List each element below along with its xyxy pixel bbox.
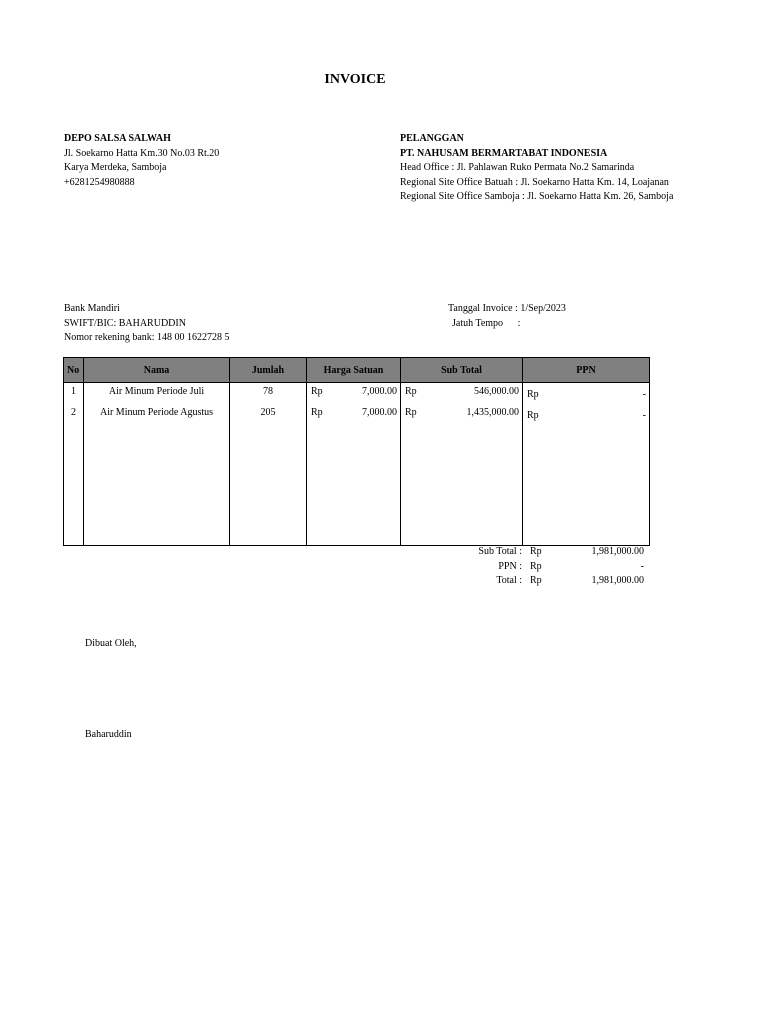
row-jumlah: 78	[263, 386, 273, 397]
row-ppn-currency: Rp	[527, 389, 539, 400]
row-ppn-currency: Rp	[527, 409, 539, 421]
customer-heading: PELANGGAN	[400, 133, 464, 144]
row-subtotal: 1,435,000.00	[466, 406, 519, 418]
total-value: 1,981,000.00	[591, 575, 644, 586]
customer-name: PT. NAHUSAM BERMARTABAT INDONESIA	[400, 147, 608, 159]
bank-block	[64, 302, 230, 346]
row-ppn: -	[642, 409, 646, 421]
ppn-currency: Rp	[530, 560, 542, 572]
header-no: No	[64, 358, 84, 383]
seller-address-line-1: Jl. Soekarno Hatta Km.30 No.03 Rt.20	[64, 147, 220, 159]
sub-total-label: Sub Total :	[478, 546, 522, 557]
row-no: 2	[71, 406, 76, 418]
row-harga-currency: Rp	[311, 386, 323, 397]
sub-total-row	[420, 545, 650, 560]
ppn-value: -	[640, 560, 644, 572]
customer-site-samboja: Regional Site Office Samboja : Jl. Soekarno Hatta Km. 26, Samboja	[400, 191, 674, 202]
header-harga-satuan: Harga Satuan	[307, 358, 401, 383]
row-nama: Air Minum Periode Juli	[108, 386, 205, 397]
row-no: 1	[71, 386, 76, 397]
header-ppn: PPN	[523, 358, 650, 383]
invoice-date: Tanggal Invoice : 1/Sep/2023	[448, 303, 566, 314]
total-label: Total :	[496, 575, 522, 586]
due-date-label: Jatuh Tempo	[452, 317, 504, 329]
items-table	[63, 357, 650, 546]
due-date-row	[448, 317, 566, 332]
ppn-row	[420, 560, 650, 575]
sub-total-value: 1,981,000.00	[591, 546, 644, 557]
table-row	[64, 404, 650, 425]
seller-address-line-2: Karya Merdeka, Samboja	[64, 162, 167, 173]
seller-block	[64, 132, 219, 190]
signature-name: Baharuddin	[85, 729, 132, 740]
header-jumlah: Jumlah	[230, 358, 307, 383]
row-ppn: -	[642, 389, 646, 400]
customer-site-batuah: Regional Site Office Batuah : Jl. Soekarno Hatta Km. 14, Loajanan	[400, 176, 669, 188]
row-subtotal-currency: Rp	[405, 386, 417, 397]
row-subtotal: 546,000.00	[474, 386, 519, 397]
header-sub-total: Sub Total	[401, 358, 523, 383]
invoice-meta-block	[448, 302, 566, 331]
row-harga-currency: Rp	[311, 406, 323, 418]
table-header-row	[64, 358, 650, 383]
signature-label: Dibuat Oleh,	[85, 638, 137, 649]
row-nama: Air Minum Periode Agustus	[99, 406, 214, 418]
header-nama: Nama	[84, 358, 230, 383]
bank-account: Nomor rekening bank: 148 00 1622728 5	[64, 332, 230, 343]
total-currency: Rp	[530, 575, 542, 586]
totals-block	[420, 545, 650, 589]
due-date-separator: :	[517, 317, 521, 329]
row-harga: 7,000.00	[362, 406, 397, 418]
bank-swift: SWIFT/BIC: BAHARUDDIN	[64, 317, 186, 329]
seller-name: DEPO SALSA SALWAH	[64, 133, 171, 144]
customer-head-office: Head Office : Jl. Pahlawan Ruko Permata No.2 Samarinda	[400, 162, 635, 173]
ppn-label: PPN :	[498, 560, 522, 572]
sub-total-currency: Rp	[530, 546, 542, 557]
seller-phone: +6281254980888	[64, 176, 135, 188]
total-row	[420, 574, 650, 589]
invoice-title: INVOICE	[324, 72, 386, 87]
customer-block	[400, 132, 673, 205]
table-empty-area	[64, 425, 650, 546]
row-harga: 7,000.00	[362, 386, 397, 397]
table-row	[64, 383, 650, 404]
row-subtotal-currency: Rp	[405, 406, 417, 418]
row-jumlah: 205	[260, 406, 276, 418]
bank-name: Bank Mandiri	[64, 303, 120, 314]
